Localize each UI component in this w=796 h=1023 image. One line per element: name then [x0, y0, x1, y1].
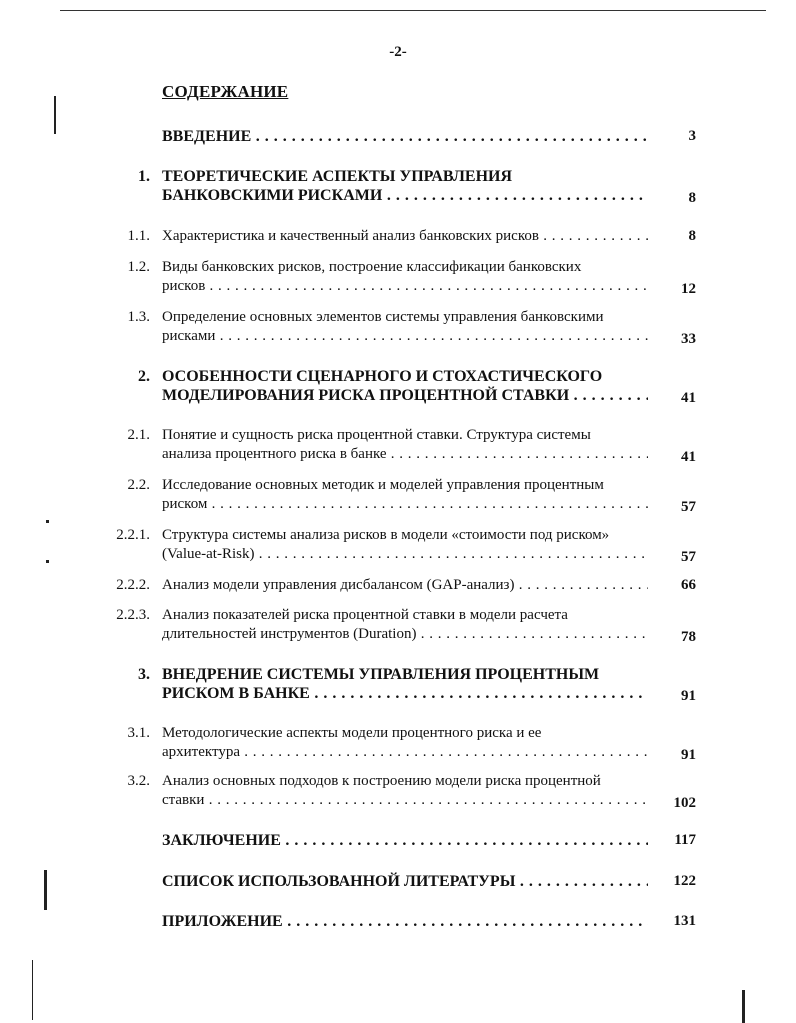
toc-entry-line: ТЕОРЕТИЧЕСКИЕ АСПЕКТЫ УПРАВЛЕНИЯ	[162, 168, 513, 185]
scan-mark	[44, 870, 47, 910]
toc-entry-page: 91	[681, 688, 696, 704]
toc-entry-number: 2.2.2.	[116, 577, 150, 593]
toc-entry-title	[162, 426, 648, 464]
toc-entry-line: ОСОБЕННОСТИ СЦЕНАРНОГО И СТОХАСТИЧЕСКОГО	[162, 368, 603, 385]
toc-entry-page: 57	[681, 549, 696, 565]
toc-entry-number: 2.	[138, 368, 150, 385]
toc-entry-number: 3.2.	[127, 773, 150, 789]
toc-entry-line: ВНЕДРЕНИЕ СИСТЕМЫ УПРАВЛЕНИЯ ПРОЦЕНТНЫМ	[162, 666, 600, 683]
toc-entry-page: 3	[688, 128, 696, 144]
toc-entry-line: (Value-at-Risk) . . .	[162, 545, 648, 564]
toc-entry-page: 122	[673, 873, 696, 889]
toc-entry-page: 91	[681, 747, 696, 763]
toc-entry-line: риском . . .	[162, 495, 648, 514]
toc-entry-title	[162, 665, 648, 703]
toc-entry-title	[162, 912, 648, 931]
toc-entry-line: ПРИЛОЖЕНИЕ . . .	[162, 912, 648, 931]
toc-entry-title	[162, 167, 648, 205]
toc-entry-number: 1.1.	[127, 228, 150, 244]
toc-entry-title	[162, 772, 648, 810]
toc-entry-line: СПИСОК ИСПОЛЬЗОВАННОЙ ЛИТЕРАТУРЫ . . .	[162, 872, 648, 891]
toc-entry-line: Методологические аспекты модели процентного риска и ее	[162, 725, 542, 741]
toc-entry-line: Структура системы анализа рисков в модели «стоимости под риском»	[162, 527, 610, 543]
toc-entry-line: ЗАКЛЮЧЕНИЕ . . .	[162, 831, 648, 850]
toc-entry-page: 131	[673, 913, 696, 929]
toc-entry-page: 66	[681, 577, 696, 593]
toc-entry-line: Характеристика и качественный анализ банковских рисков . . .	[162, 227, 648, 246]
toc-entry-page: 8	[688, 228, 696, 244]
toc-entry-line: ВВЕДЕНИЕ . . .	[162, 127, 648, 146]
toc-entry-line: Исследование основных методик и моделей управления процентным	[162, 477, 604, 493]
toc-entry-title	[162, 258, 648, 296]
toc-entry-line: Понятие и сущность риска процентной ставки. Структура системы	[162, 427, 591, 443]
toc-entry-page: 57	[681, 499, 696, 515]
scan-mark	[32, 960, 33, 1020]
toc-entry-page: 41	[681, 390, 696, 406]
toc-entry-title	[162, 227, 648, 246]
toc-entry-line: анализа процентного риска в банке . . .	[162, 445, 648, 464]
toc-entry-number: 1.2.	[127, 259, 150, 275]
toc-entry-title	[162, 526, 648, 564]
toc-entry-title	[162, 724, 648, 762]
toc-entry-title	[162, 576, 648, 595]
toc-title: СОДЕРЖАНИЕ	[162, 82, 289, 101]
scan-mark	[46, 560, 49, 563]
toc-entry-number: 2.2.	[127, 477, 150, 493]
toc-entry-line: Анализ показателей риска процентной ставки в модели расчета	[162, 607, 568, 623]
toc-entry-page: 117	[674, 832, 696, 848]
scan-mark	[46, 520, 49, 523]
toc-entry-line: Анализ модели управления дисбалансом (GAP-анализ) . . .	[162, 576, 648, 595]
toc-entry-line: Виды банковских рисков, построение классификации банковских	[162, 259, 582, 275]
page-number: -2-	[389, 44, 407, 60]
toc-entry-line: рисками . . .	[162, 327, 648, 346]
toc-entry-number: 2.2.3.	[116, 607, 150, 623]
toc-entry-line: архитектура . . .	[162, 743, 648, 762]
toc-entry-line: РИСКОМ В БАНКЕ . . .	[162, 684, 648, 703]
toc-entry-page: 12	[681, 281, 696, 297]
toc-entry-number: 1.3.	[127, 309, 150, 325]
toc-entry-number: 2.1.	[127, 427, 150, 443]
scan-mark	[742, 990, 745, 1023]
toc-entry-page: 8	[688, 190, 696, 206]
toc-entry-title	[162, 367, 648, 405]
toc-entry-page: 41	[681, 449, 696, 465]
toc-entry-title	[162, 831, 648, 850]
toc-entry-page: 78	[681, 629, 696, 645]
toc-entry-line: МОДЕЛИРОВАНИЯ РИСКА ПРОЦЕНТНОЙ СТАВКИ . . .	[162, 386, 648, 405]
top-rule	[60, 10, 766, 11]
toc-entry-line: длительностей инструментов (Duration) . . .	[162, 625, 648, 644]
toc-entry-title	[162, 606, 648, 644]
toc-entry-title	[162, 476, 648, 514]
toc-entry-line: Анализ основных подходов к построению модели риска процентной	[162, 773, 601, 789]
toc-entry-line: Определение основных элементов системы управления банковскими	[162, 309, 604, 325]
toc-entry-page: 102	[673, 795, 696, 811]
toc-entry-title	[162, 872, 648, 891]
toc-entry-line: рисков . . .	[162, 277, 648, 296]
toc-entry-line: ставки . . .	[162, 791, 648, 810]
toc-entry-page: 33	[681, 331, 696, 347]
toc-entry-number: 3.	[138, 666, 150, 683]
toc-entry-number: 1.	[138, 168, 150, 185]
toc-entry-title	[162, 127, 648, 146]
toc-entry-number: 3.1.	[127, 725, 150, 741]
toc-entry-number: 2.2.1.	[116, 527, 150, 543]
scan-mark	[54, 96, 56, 134]
toc-entry-line: БАНКОВСКИМИ РИСКАМИ . . .	[162, 186, 648, 205]
toc-entry-title	[162, 308, 648, 346]
